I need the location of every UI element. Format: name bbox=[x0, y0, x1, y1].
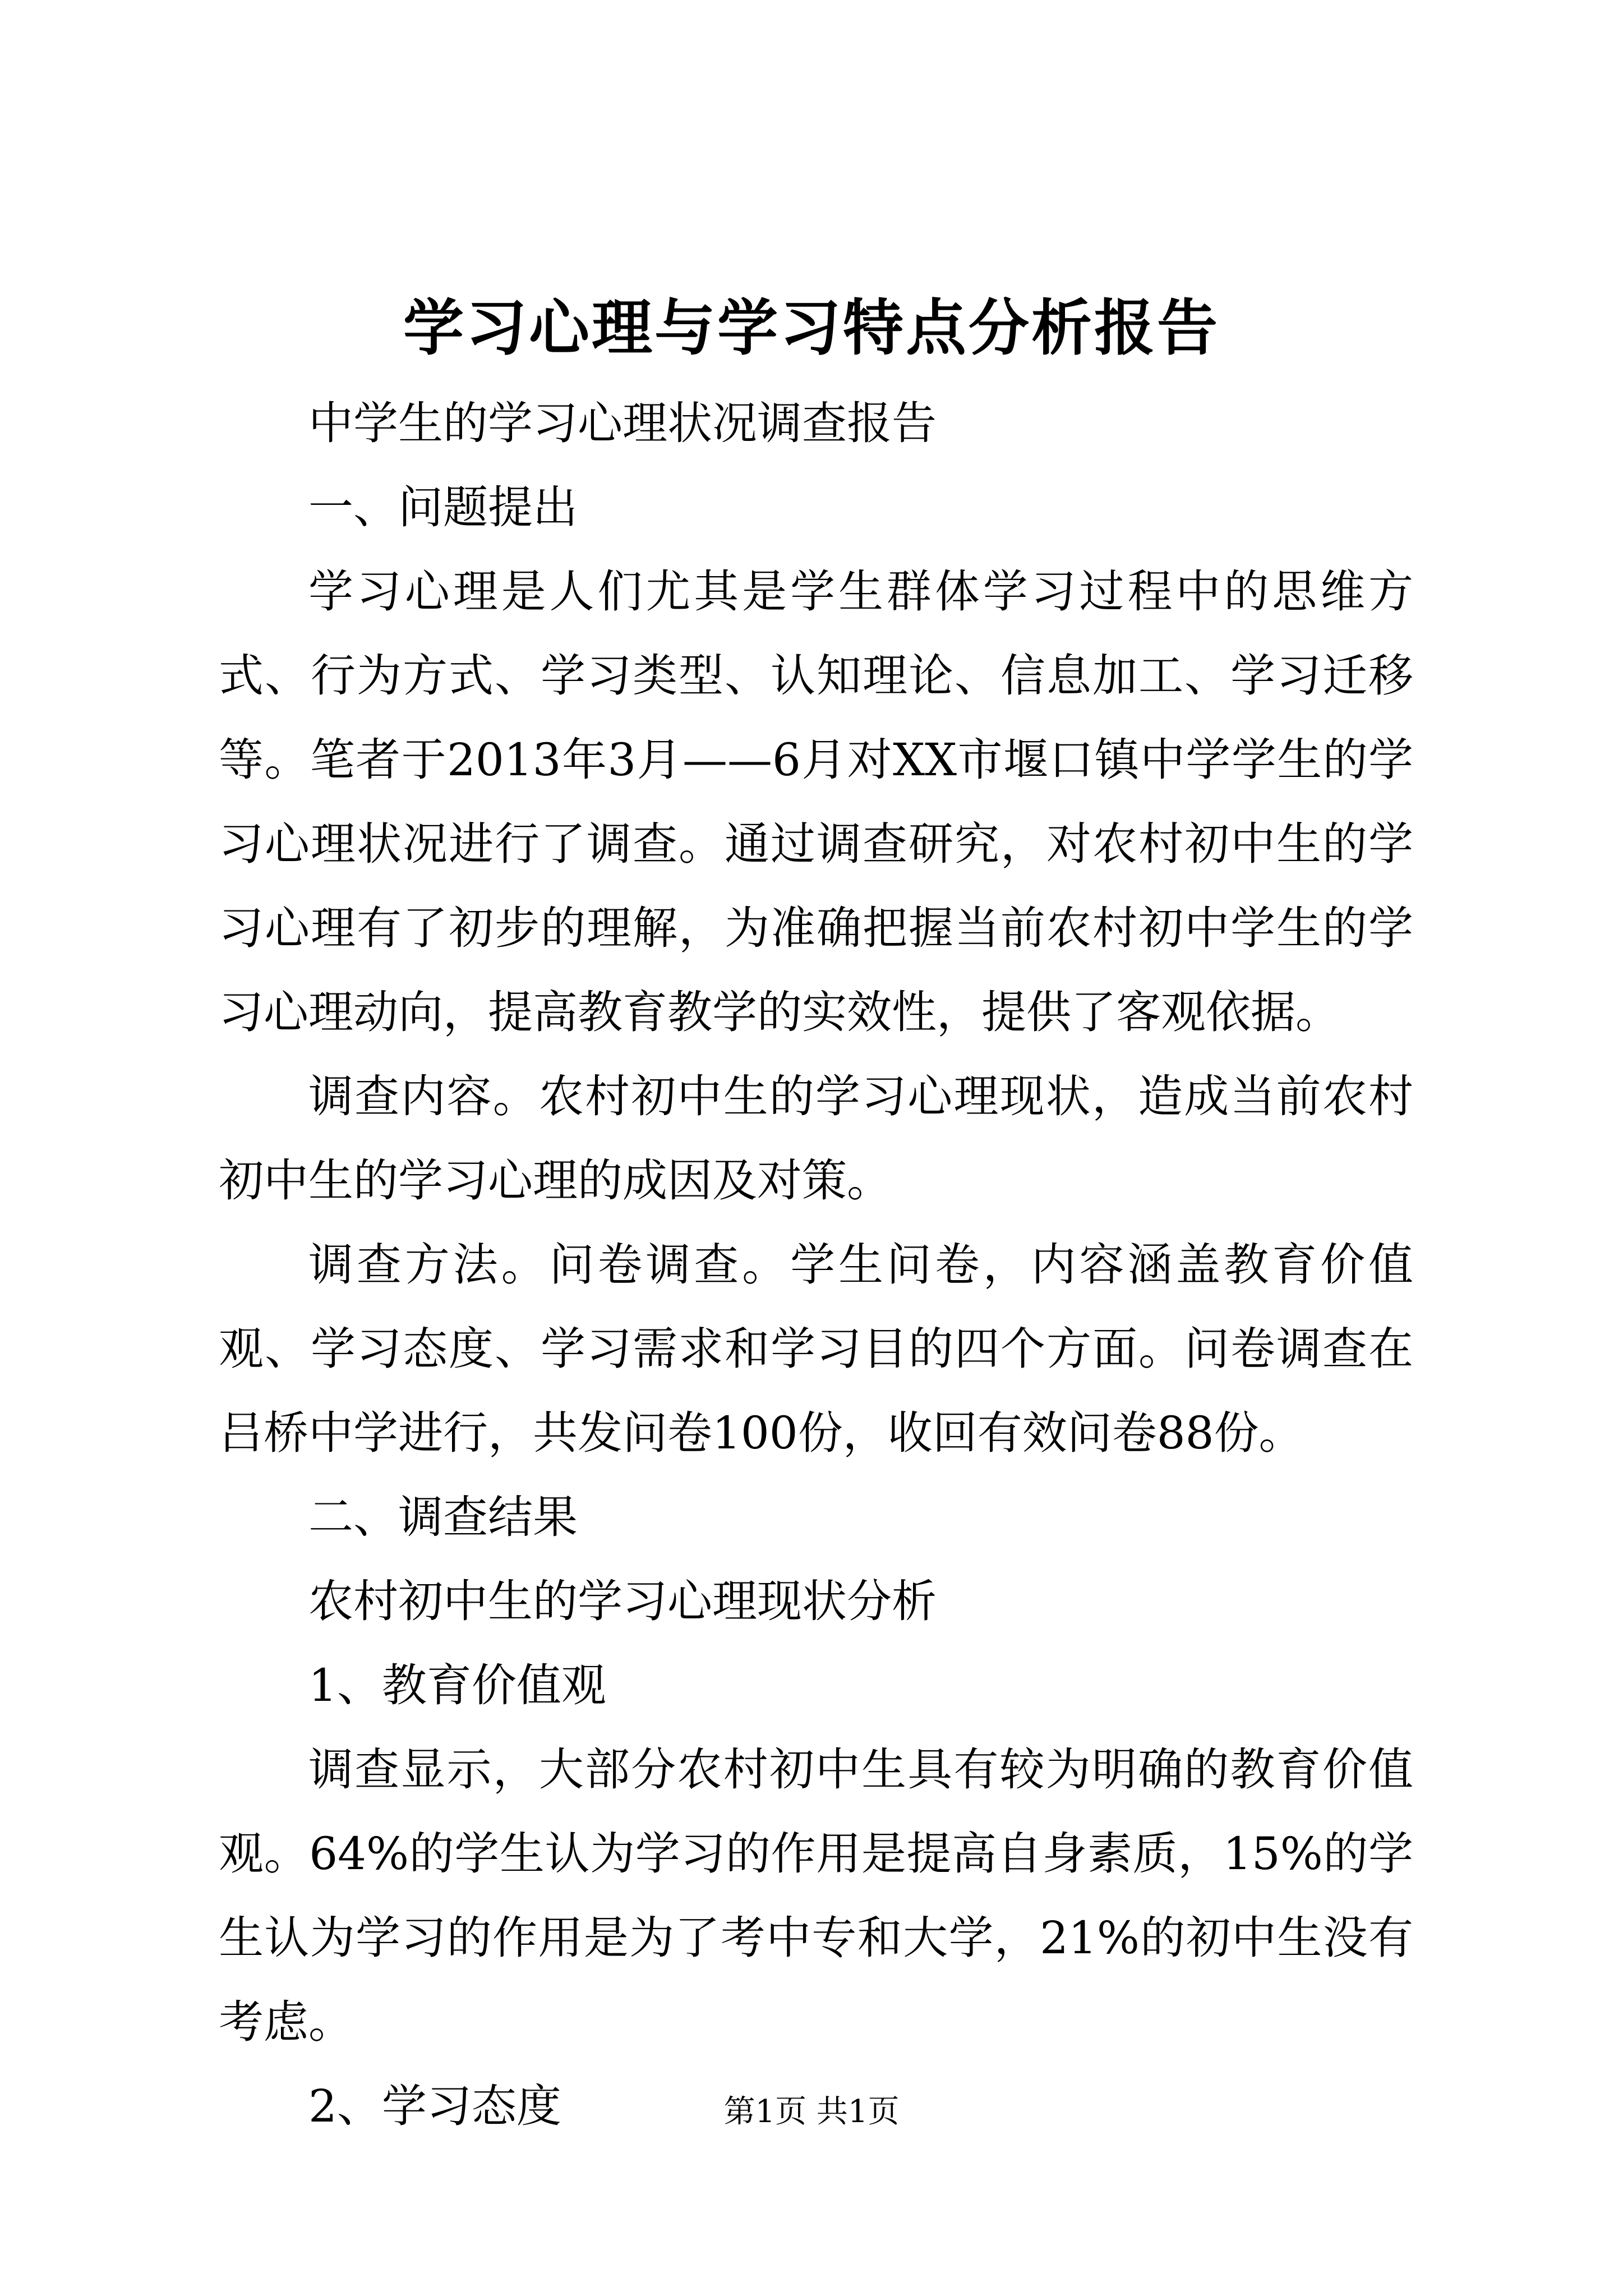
subtitle-paragraph: 中学生的学习心理状况调查报告 bbox=[308, 397, 937, 449]
body-paragraph: 调查内容。农村初中生的学习心理现状，造成当前农村初中生的学习心理的成因及对策。 bbox=[219, 1070, 1413, 1207]
body-paragraph: 调查显示，大部分农村初中生具有较为明确的教育价值观。64%的学生认为学习的作用是提高自身素质，15%的学生认为学习的作用是为了考中专和大学，21%的初中生没有考虑。 bbox=[219, 1743, 1413, 2048]
section-heading-1: 一、问题提出 bbox=[308, 481, 578, 533]
document-title: 学习心理与学习特点分析报告 bbox=[403, 293, 1220, 364]
document-body bbox=[219, 381, 1413, 2148]
body-paragraph: 学习心理是人们尤其是学生群体学习过程中的思维方式、行为方式、学习类型、认知理论、信息加工、学习迁移等。笔者于2013年3月——6月对XX市堰口镇中学学生的学习心理状况进行了调查。通过调查研究，对农村初中生的学习心理有了初步的理解，为准确把握当前农村初中学生的学习心理动向，提高教育教学的实效性，提供了客观依据。 bbox=[219, 565, 1413, 1038]
item-heading-2: 2、学习态度 bbox=[308, 2080, 561, 2132]
section-heading-2: 二、调查结果 bbox=[308, 1491, 578, 1543]
body-paragraph: 调查方法。问卷调查。学生问卷，内容涵盖教育价值观、学习态度、学习需求和学习目的四个方面。问卷调查在吕桥中学进行，共发问卷100份，收回有效问卷88份。 bbox=[219, 1239, 1413, 1459]
page-footer: 第1页 共1页 bbox=[723, 2093, 900, 2130]
item-heading-1: 1、教育价值观 bbox=[308, 1659, 606, 1711]
subsection-heading: 农村初中生的学习心理现状分析 bbox=[308, 1575, 937, 1627]
